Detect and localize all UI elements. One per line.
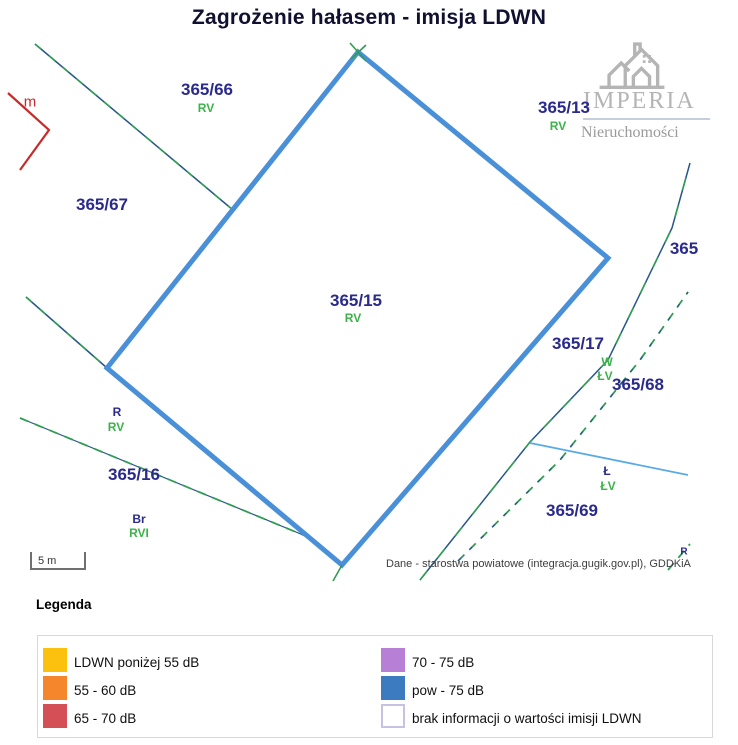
map-attribution: Dane - starostwa powiatowe (integracja.gugik.gov.pl), GDDKiA	[386, 558, 691, 570]
legend-swatch-yellow	[43, 648, 67, 672]
page-title: Zagrożenie hałasem - imisja LDWN	[191, 6, 547, 29]
road-marker-label: m	[23, 93, 37, 111]
parcel-label: 365/15	[330, 291, 382, 310]
legend-swatch-red	[43, 704, 67, 728]
legend-item-label: 65 - 70 dB	[74, 711, 137, 726]
parcel-label: 365/66	[181, 80, 233, 99]
parcel-label: 365/17	[552, 334, 604, 353]
legend-item	[43, 648, 199, 672]
landuse-label: RV	[344, 311, 362, 325]
legend-item	[381, 648, 642, 672]
scale-bar	[30, 552, 86, 570]
landuse-class-label: Ł	[603, 464, 611, 478]
landuse-label: W	[601, 355, 613, 369]
boundary-line-dash	[35, 44, 233, 210]
landuse-class-label: R	[680, 546, 688, 558]
legend-swatch-orange	[43, 676, 67, 700]
parcel-label: 365/67	[76, 195, 128, 214]
legend-swatch-blue	[381, 676, 405, 700]
landuse-label: ŁV	[600, 479, 616, 493]
landuse-label: RV	[549, 119, 567, 133]
legend-column-right	[381, 648, 642, 732]
landuse-label: RV	[107, 420, 125, 434]
parcel-label: 365/16	[108, 465, 160, 484]
parcel-label: 365	[669, 239, 699, 258]
legend-swatch-white	[381, 704, 405, 728]
legend-item-label: 55 - 60 dB	[74, 683, 137, 698]
legend-item	[43, 704, 199, 728]
parcel-label: 365/13	[538, 98, 590, 117]
landuse-label: ŁV	[597, 369, 613, 383]
legend-box	[37, 635, 713, 738]
legend-item-label: LDWN poniżej 55 dB	[74, 655, 200, 670]
landuse-class-label: R	[112, 405, 122, 419]
logo-subtitle: Nieruchomości	[581, 124, 679, 141]
survey-cross	[350, 43, 366, 61]
landuse-label: RV	[197, 101, 215, 115]
legend-item	[43, 676, 199, 700]
legend-item-label: 70 - 75 dB	[412, 655, 475, 670]
landuse-label: RVI	[129, 526, 149, 540]
parcel-label: 365/68	[612, 375, 664, 394]
logo-brand-text: IMPERIA	[583, 88, 696, 114]
scale-label: 5 m	[38, 555, 57, 567]
legend-item	[381, 704, 642, 728]
landuse-class-label: Br	[132, 512, 146, 526]
legend-column-left	[43, 648, 199, 732]
legend-item	[381, 676, 642, 700]
legend-swatch-purple	[381, 648, 405, 672]
legend-item-label: brak informacji o wartości imisji LDWN	[412, 711, 642, 726]
legend-item-label: pow - 75 dB	[412, 683, 485, 698]
parcel-label: 365/69	[546, 501, 598, 520]
legend-heading: Legenda	[36, 597, 92, 612]
boundary-tail	[333, 565, 342, 581]
